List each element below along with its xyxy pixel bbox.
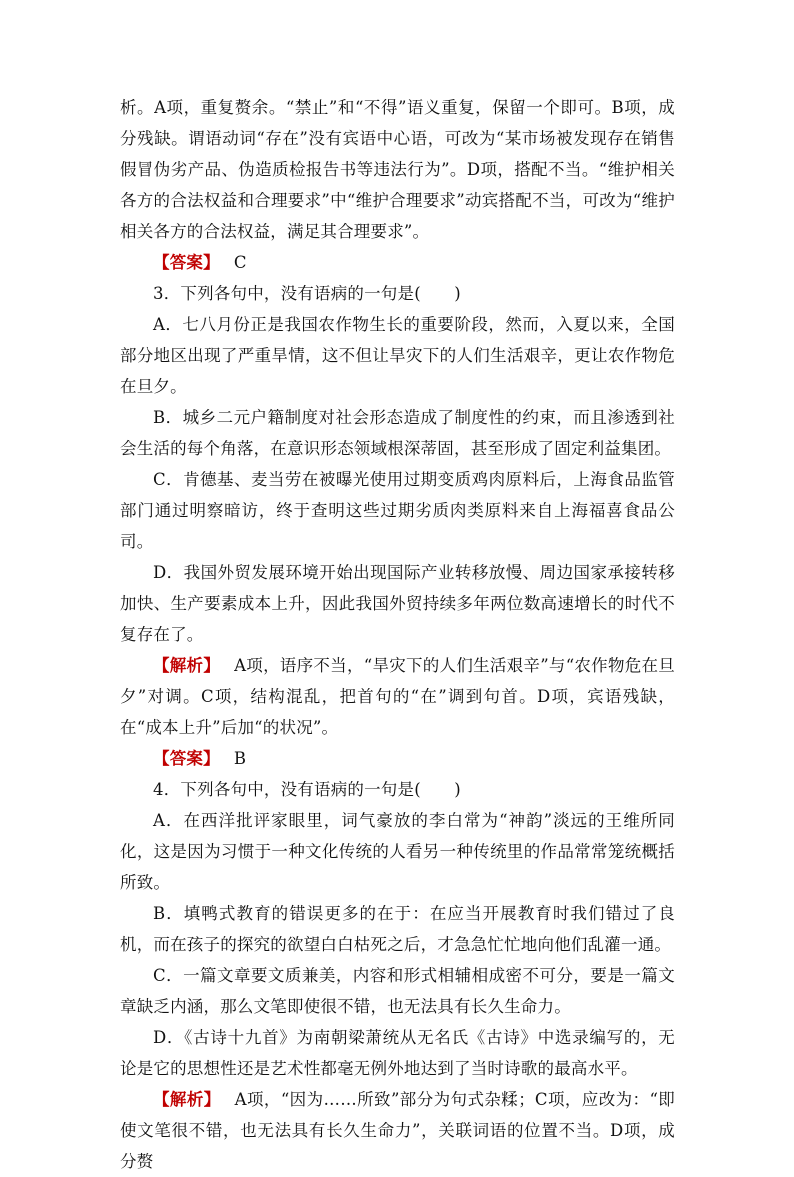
analysis-q4: 【解析】 A项，“因为……所致”部分为句式杂糅；C项，应改为：“即使文笔很不错，也无法具有长久生命力”，关联词语的位置不当。D项，成分赘 xyxy=(120,1090,675,1171)
q4-option-a: A．在西洋批评家眼里，词气豪放的李白常为“神韵”淡远的王维所同化，这是因为习惯于一种文化传统的人看另一种传统里的作品常常笼统概括所致。 xyxy=(120,811,675,892)
answer-line-q3: 【答案】 B xyxy=(153,749,247,768)
q3-option-b: B．城乡二元户籍制度对社会形态造成了制度性的约束，而且渗透到社会生活的每个角落，在意识形态领域根深蒂固，甚至形成了固定利益集团。 xyxy=(120,408,675,458)
q3-option-a: A．七八月份正是我国农作物生长的重要阶段，然而，入夏以来，全国部分地区出现了严重旱情，这不但让旱灾下的人们生活艰辛，更让农作物危在旦夕。 xyxy=(120,315,675,396)
question-3-stem: 3．下列各句中，没有语病的一句是( ) xyxy=(153,284,461,303)
answer-tag: 【答案】 xyxy=(153,749,220,768)
question-4-stem: 4．下列各句中，没有语病的一句是( ) xyxy=(153,780,461,799)
answer-tag: 【答案】 xyxy=(153,253,220,272)
analysis-tag: 【解析】 xyxy=(153,656,221,675)
analysis-q3: 【解析】 A项，语序不当，“旱灾下的人们生活艰辛”与“农作物危在旦夕”对调。C项，结构混乱，把首句的“在”调到句首。D项，宾语残缺，在“成本上升”后加“的状况”。 xyxy=(120,656,675,737)
q4-option-d: D．《古诗十九首》为南朝梁萧统从无名氏《古诗》中选录编写的，无论是它的思想性还是艺术性都毫无例外地达到了当时诗歌的最高水平。 xyxy=(120,1028,675,1078)
q3-option-c: C．肯德基、麦当劳在被曝光使用过期变质鸡肉原料后，上海食品监管部门通过明察暗访，终于查明这些过期劣质肉类原料来自上海福喜食品公司。 xyxy=(120,470,675,551)
analysis-continuation: 析。A项，重复赘余。“禁止”和“不得”语义重复，保留一个即可。B项，成分残缺。谓语动词“存在”没有宾语中心语，可改为“某市场被发现存在销售假冒伪劣产品、伪造质检报告书等违法行为”。D项，搭配不当。“维护相关各方的合法权益和合理要求”中“维护合理要求”动宾搭配不当，可改为“维护相关各方的合法权益，满足其合理要求”。 xyxy=(120,98,675,241)
q4-option-b: B．填鸭式教育的错误更多的在于：在应当开展教育时我们错过了良机，而在孩子的探究的欲望白白枯死之后，才急急忙忙地向他们乱灌一通。 xyxy=(120,904,675,954)
q3-option-d: D．我国外贸发展环境开始出现国际产业转移放慢、周边国家承接转移加快、生产要素成本上升，因此我国外贸持续多年两位数高速增长的时代不复存在了。 xyxy=(120,563,675,644)
q4-option-c: C．一篇文章要文质兼美，内容和形式相辅相成密不可分，要是一篇文章缺乏内涵，那么文笔即使很不错，也无法具有长久生命力。 xyxy=(120,966,675,1016)
analysis-tag: 【解析】 xyxy=(153,1090,221,1109)
answer-line-q2: 【答案】 C xyxy=(153,253,247,272)
document-body xyxy=(120,92,675,1177)
